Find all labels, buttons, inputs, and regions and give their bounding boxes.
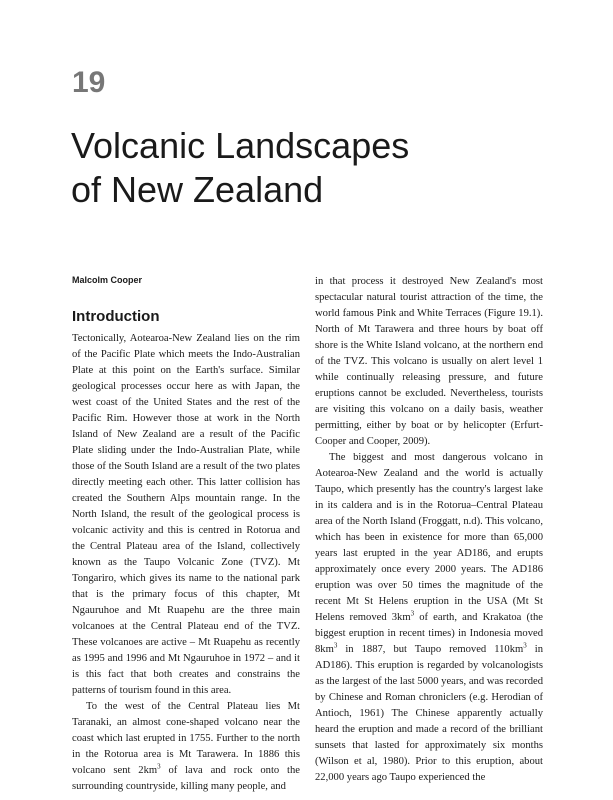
paragraph-taupo xyxy=(315,450,543,786)
chapter-title xyxy=(71,124,409,212)
paragraph-taranaki xyxy=(72,699,300,795)
superscript: 3 xyxy=(157,762,161,771)
superscript: 3 xyxy=(333,641,338,650)
chapter-number: 19 xyxy=(72,66,106,99)
left-column xyxy=(72,274,300,795)
author-name: Malcolm Cooper xyxy=(72,275,143,285)
paragraph-terraces: in that process it destroyed New Zealand's most spectacular natural tourist attraction of the time, the world famous Pink and White Terraces (Figure 19.1). North of Mt Tarawera and three hours by boat off shore is the White Island volcano, at the northern end of the TVZ. This volcano is usually on alert level 1 while continually releasing pressure, and future eruptions cannot be excluded. Nevertheless, tourists are visiting this volcano on a daily basis, weather permitting, either by boat or by helicopter (Erfurt-Cooper and Cooper, 2009). xyxy=(315,276,543,447)
chapter-title-line-1: Volcanic Landscapes xyxy=(71,125,410,166)
superscript: 3 xyxy=(410,609,415,618)
text-run: The biggest and most dangerous volcano in Aotearoa-New Zealand and the world is actually Taupo, which presently has the country's largest lake in its caldera and is in the Rotorua–Central Plateau area of the North Island (Froggatt, n.d). This volcano, which has been in existence for more than 65,000 years last erupted in the year AD186, and erupts approximately once every 2000 years. The AD186 eruption was over 50 times the magnitude of the recent Mt St Helens eruption in the USA (Mt St Helens removed 3km xyxy=(315,452,543,623)
right-column xyxy=(315,274,543,786)
paragraph-tectonics: Tectonically, Aotearoa-New Zealand lies on the rim of the Pacific Plate which meets the Indo-Australian Plate at this point on the Earth's surface. Similar geological processes occur here as with Japan, the west coast of the United States and the rest of the Pacific Rim. However those at work in the North Island of New Zealand are a result of the Pacific Plate sliding under the Indo-Australian Plate, while those of the South Island are a result of the two plates directly meeting each other. This latter collision has created the Southern Alps mountain range. In the North Island, the result of the geological process is volcanic activity and this is centred in Rotorua and the Central Plateau area of the Island, collectively known as the Taupo Volcanic Zone (TVZ). Mt Tongariro, which gives its name to the national park that is the primary focus of this chapter, Mt Ngauruhoe and Mt Ruapehu are the three main volcanoes at the Central Plateau end of the TVZ. These volcanoes are active – Mt Ruapehu as recently as 1995 and 1996 and Mt Ngauruhoe in 1972 – and it is this fact that both creates and constrains the patterns of tourism found in this area. xyxy=(72,333,300,696)
chapter-title-line-2: of New Zealand xyxy=(71,169,324,210)
superscript: 3 xyxy=(523,641,527,650)
text-run: in AD186). This eruption is regarded by volcanologists as the largest of the last 5000 years, and was recorded by Chinese and Roman chroniclers (e.g. Herodian of Antioch, 1961) The Chinese apparently actually heard the eruption and made a record of the brilliant sunsets that lasted for approximately six months (Wilson et al, 1980). Prior to this eruption, about 22,000 years ago Taupo experienced the xyxy=(315,644,544,783)
text-run: of earth, and Krakatoa (the biggest eruption in recent times) in Indonesia moved 8km xyxy=(315,612,543,655)
text-run: in 1887, but Taupo removed 110km xyxy=(337,644,524,655)
text-run: of lava and rock onto the surrounding countryside, killing many people, and xyxy=(72,765,300,792)
section-heading-introduction: Introduction xyxy=(72,308,160,325)
text-run: To the west of the Central Plateau lies Mt Taranaki, an almost cone-shaped volcano near the coast which last erupted in 1755. Further to the north in the Rotorua area is Mt Tarawera. In 1886 this volcano sent 2km xyxy=(72,701,300,776)
